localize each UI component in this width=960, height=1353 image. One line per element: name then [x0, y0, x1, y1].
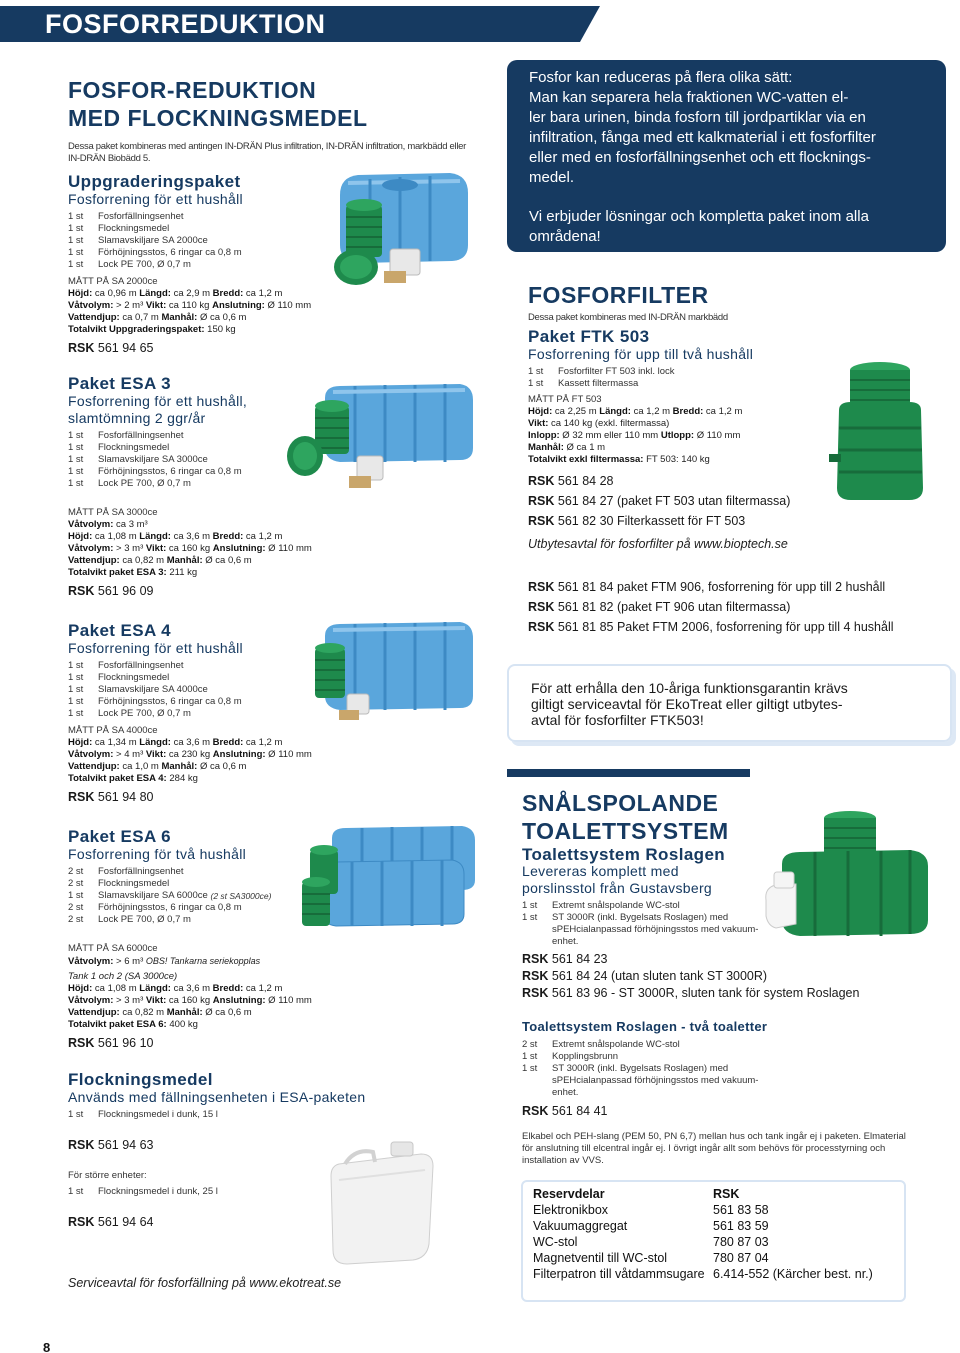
spec-value: ca 1,2 m: [243, 737, 283, 748]
spec-label: Anslutning:: [212, 749, 266, 760]
toilet-rsk-list: [522, 951, 859, 1002]
spec-value: ca 2,9 m: [170, 288, 213, 299]
list-item: 1 st Kassett filtermassa: [528, 378, 639, 389]
spec-value: 211 kg: [166, 567, 198, 578]
rsk-line: RSK 561 84 28: [528, 474, 614, 488]
spec-value: Ø 110 mm: [265, 543, 312, 554]
flock-item-2: 1 st Flockningsmedel i dunk, 25 l: [68, 1186, 218, 1197]
flock-title: Flockningsmedel: [68, 1070, 213, 1089]
spec-label: Totalvikt Uppgraderingspaket:: [68, 324, 205, 335]
spec-value: > 3 m³: [113, 995, 146, 1006]
spec-value: ca 1,2 m: [243, 288, 283, 299]
spec-value: ca 3 m³: [113, 519, 148, 530]
upgrade-tank-image: [330, 165, 475, 290]
toilet-title-line1: SNÅLSPOLANDE: [522, 790, 719, 816]
spec-line: [528, 430, 742, 442]
spec-line: [68, 312, 311, 324]
table-row: WC-stol 780 87 03: [533, 1235, 769, 1249]
spec-value: ca 0,82 m: [119, 555, 167, 566]
list-item: 1 st Flockningsmedel: [68, 223, 170, 234]
spec-label: Totalvikt paket ESA 6:: [68, 1019, 167, 1030]
spec-line: [528, 442, 742, 454]
spec-value: Ø ca 0,6 m: [197, 312, 247, 323]
filter-rsk-list: [528, 471, 790, 531]
filter-service: Utbytesavtal för fosforfilter på www.bioptech.se: [528, 537, 788, 551]
spec-value: ca 0,96 m: [92, 288, 140, 299]
list-item: 1 st Fosforfilter FT 503 inkl. lock: [528, 366, 675, 377]
spec-line: [68, 567, 312, 579]
spec-value: ca 3,6 m: [170, 737, 213, 748]
spec-line: [528, 406, 742, 418]
spec-label: Bredd:: [672, 406, 704, 417]
list-item: 1 st Förhöjningsstos, 6 ringar ca 0,8 m: [68, 466, 242, 477]
spec-label: Vikt:: [145, 543, 167, 554]
spec-label: Höjd:: [68, 531, 93, 542]
esa4-dims-title: MÅTT PÅ SA 4000ce: [68, 725, 158, 736]
rsk-line: RSK 561 84 27 (paket FT 503 utan filtermassa): [528, 494, 791, 508]
main-intro: Dessa paket kombineras med antingen IN-DRÄN Plus infiltration, IN-DRÄN infiltration, markbädd eller IN-DRÄN Biobädd 5.: [68, 141, 466, 164]
filter-specs: [528, 406, 742, 466]
esa4-tank-image: [295, 618, 475, 728]
spec-line: [68, 555, 312, 567]
spec-label: Längd:: [599, 406, 631, 417]
esa6-subtitle: Fosforrening för två hushåll: [68, 846, 247, 862]
esa3-subtitle-1: Fosforrening för ett hushåll,: [68, 393, 248, 409]
spec-line: [68, 519, 312, 531]
spec-line: [68, 543, 312, 555]
esa3-items: [68, 430, 242, 490]
flock-subtitle: Används med fällningsenheten i ESA-paketen: [68, 1089, 366, 1105]
spec-label: Längd:: [139, 531, 171, 542]
spec-value: ca 1,2 m: [243, 531, 283, 542]
spec-label: Vikt:: [145, 995, 167, 1006]
flock-service: Serviceavtal för fosforfällning på www.ekotreat.se: [68, 1276, 342, 1290]
list-item: 2 st Extremt snålspolande WC-stol: [522, 1039, 680, 1050]
esa3-tank-image: [285, 378, 475, 498]
esa4-subtitle: Fosforrening för ett hushåll: [68, 640, 243, 656]
list-item: 1 st ST 3000R (inkl. Bygelsats Roslagen) med sPEHcialanpassad förhöjningsstos med vakuum-enhet.: [522, 912, 759, 947]
spec-label: Manhål:: [161, 761, 198, 772]
esa6-items: [68, 866, 271, 926]
info-line: infiltration, fånga med ett kalkmaterial i ett fosforfilter: [529, 129, 876, 146]
spec-value: ca 3,6 m: [170, 983, 213, 994]
list-item: 1 st Slamavskiljare SA 4000ce: [68, 684, 208, 695]
spec-label: Manhål:: [166, 1007, 203, 1018]
info-line: eller med en fosforfällningsenhet och ett flocknings-: [529, 149, 871, 166]
guarantee-text: För att erhålla den 10-åriga funktionsgarantin krävs giltigt serviceavtal för EkoTreat eller giltigt utbytes- avtal för fosforfilter FTK503!: [531, 680, 848, 728]
list-item: 1 st Lock PE 700, Ø 0,7 m: [68, 478, 191, 489]
spec-value: Ø ca 0,6 m: [197, 761, 247, 772]
spec-value: Ø ca 0,6 m: [202, 555, 252, 566]
list-item: 1 st Flockningsmedel: [68, 672, 170, 683]
spec-value: Ø ca 0,6 m: [202, 1007, 252, 1018]
spec-line: [528, 454, 742, 466]
list-item: 1 st Förhöjningsstos, 6 ringar ca 0,8 m: [68, 696, 242, 707]
spec-value: ca 0,82 m: [119, 1007, 167, 1018]
esa6-volume: Våtvolym: > 6 m³ OBS! Tankarna seriekopplas: [68, 956, 261, 967]
table-row: Filterpatron till våtdammsugare 6.414-552 (Kärcher best. nr.): [533, 1267, 873, 1281]
spec-value: ca 2,25 m: [552, 406, 600, 417]
spares-table: [533, 1186, 903, 1282]
spec-label: Längd:: [139, 983, 171, 994]
spec-value: Ø ca 1 m: [563, 442, 606, 453]
info-offer-1: Vi erbjuder lösningar och kompletta paket inom alla: [529, 208, 869, 225]
spec-value: ca 1,34 m: [92, 737, 140, 748]
toilet-title-line2: TOALETTSYSTEM: [522, 818, 729, 844]
spec-label: Manhål:: [166, 555, 203, 566]
spec-label: Våtvolym:: [68, 300, 114, 311]
spec-value: ca 1,08 m: [92, 983, 140, 994]
filter-tank-image: [825, 358, 935, 508]
info-box: [507, 60, 946, 252]
toilet-pkg-title: Toalettsystem Roslagen: [522, 845, 726, 864]
toilet-tank-image: [760, 800, 940, 950]
filter-pkg-subtitle: Fosforrening för upp till två hushåll: [528, 346, 754, 362]
list-item: 2 st Flockningsmedel: [68, 878, 170, 889]
spec-line: [68, 761, 312, 773]
rsk-line: RSK 561 84 24 (utan sluten tank ST 3000R): [522, 969, 768, 983]
spec-line: [68, 983, 312, 995]
spec-value: ca 1,08 m: [92, 531, 140, 542]
spec-line: [68, 737, 312, 749]
esa6-tank-image: [292, 822, 477, 937]
spec-label: Höjd:: [528, 406, 553, 417]
toilet-two-items: [522, 1039, 772, 1099]
spec-value: ca 1,2 m: [703, 406, 743, 417]
upgrade-dims-title: MÅTT PÅ SA 2000ce: [68, 276, 158, 287]
esa3-rsk: RSK 561 96 09: [68, 584, 154, 598]
spec-value: 400 kg: [166, 1019, 198, 1030]
rsk-line: RSK 561 82 30 Filterkassett för FT 503: [528, 514, 746, 528]
spares-header: Reservdelar RSK: [533, 1187, 740, 1201]
info-line: medel.: [529, 169, 575, 186]
spec-value: ca 110 kg: [166, 300, 213, 311]
rsk-line: RSK 561 83 96 - ST 3000R, sluten tank för system Roslagen: [522, 986, 860, 1000]
toilet-two-title: Toalettsystem Roslagen - två toaletter: [522, 1019, 768, 1034]
spec-value: ca 0,7 m: [119, 312, 162, 323]
list-item: 1 st Förhöjningsstos, 6 ringar ca 0,8 m: [68, 247, 242, 258]
spec-label: Våtvolym:: [68, 995, 114, 1006]
rsk-line: RSK 561 81 85 Paket FTM 2006, fosforrening för upp till 4 hushåll: [528, 620, 894, 634]
spec-label: Anslutning:: [212, 995, 266, 1006]
spec-value: Ø 110 mm: [265, 749, 312, 760]
spec-value: 150 kg: [204, 324, 236, 335]
spec-value: Ø 110 mm: [694, 430, 741, 441]
list-item: 2 st Lock PE 700, Ø 0,7 m: [68, 914, 191, 925]
spec-label: Vikt:: [145, 749, 167, 760]
spec-label: Bredd:: [212, 983, 244, 994]
spec-value: ca 230 kg: [166, 749, 213, 760]
spec-label: Bredd:: [212, 288, 244, 299]
upgrade-subtitle: Fosforrening för ett hushåll: [68, 191, 243, 207]
flock-item-1: 1 st Flockningsmedel i dunk, 15 l: [68, 1109, 218, 1120]
esa4-specs: [68, 737, 312, 785]
list-item: 1 st Extremt snålspolande WC-stol: [522, 900, 680, 911]
esa4-items: [68, 660, 242, 720]
esa6-tank-note: Tank 1 och 2 (SA 3000ce): [68, 971, 178, 982]
spec-line: [68, 995, 312, 1007]
esa6-rsk: RSK 561 96 10: [68, 1036, 154, 1050]
spec-line: [68, 1019, 312, 1031]
toilet-pkg-sub-2: porslinsstol från Gustavsberg: [522, 880, 713, 896]
spec-label: Manhål:: [528, 442, 564, 453]
spec-value: ca 1,0 m: [119, 761, 162, 772]
info-line: ler bara urinen, binda fosforn till jordpartiklar via en: [529, 109, 866, 126]
spec-line: [68, 300, 311, 312]
rsk-line: RSK 561 81 82 (paket FT 906 utan filtermassa): [528, 600, 791, 614]
spec-value: Ø 110 mm: [264, 300, 312, 311]
flock-larger-label: För större enheter:: [68, 1170, 147, 1181]
spec-value: ca 140 kg (exkl. filtermassa): [548, 418, 670, 429]
spec-label: Manhål:: [161, 312, 198, 323]
spec-label: Längd:: [139, 737, 171, 748]
list-item: 1 st Slamavskiljare SA 6000ce (2 st SA3000ce): [68, 890, 272, 901]
spec-label: Vattendjup:: [68, 312, 120, 323]
table-row: Magnetventil till WC-stol 780 87 04: [533, 1251, 769, 1265]
spec-label: Anslutning:: [212, 300, 265, 311]
spec-label: Vattendjup:: [68, 555, 120, 566]
main-title-line1: FOSFOR-REDUKTION: [68, 77, 317, 103]
toilet-two-rsk: RSK 561 84 41: [522, 1104, 608, 1118]
table-row: Vakuumaggregat 561 83 59: [533, 1219, 769, 1233]
main-title-line2: MED FLOCKNINGSMEDEL: [68, 105, 368, 131]
spec-value: ca 1,2 m: [243, 983, 283, 994]
spec-label: Våtvolym:: [68, 519, 114, 530]
table-row: Elektronikbox 561 83 58: [533, 1203, 769, 1217]
spec-label: Höjd:: [68, 737, 93, 748]
list-item: 1 st Slamavskiljare SA 2000ce: [68, 235, 208, 246]
info-line: Man kan separera hela fraktionen WC-vatten el-: [529, 89, 849, 106]
filter-pkg-title: Paket FTK 503: [528, 327, 650, 346]
section-divider: [507, 769, 750, 777]
list-item: 1 st Slamavskiljare SA 3000ce: [68, 454, 208, 465]
page-number: 8: [43, 1340, 51, 1353]
esa3-specs: [68, 519, 312, 579]
spec-label: Höjd:: [68, 288, 93, 299]
spec-label: Vattendjup:: [68, 761, 120, 772]
list-item: 1 st Lock PE 700, Ø 0,7 m: [68, 259, 191, 270]
spec-value: ca 160 kg: [166, 543, 213, 554]
spec-label: Bredd:: [212, 737, 244, 748]
upgrade-rsk: RSK 561 94 65: [68, 341, 154, 355]
spec-line: [68, 773, 312, 785]
upgrade-specs: [68, 288, 311, 336]
toilet-pkg-sub-1: Levereras komplett med: [522, 863, 679, 879]
spec-value: ca 160 kg: [166, 995, 213, 1006]
spec-label: Totalvikt exkl filtermassa:: [528, 454, 644, 465]
esa6-dims-title: MÅTT PÅ SA 6000ce: [68, 943, 158, 954]
filter-dims-title: MÅTT PÅ FT 503: [528, 394, 602, 405]
filter-items: [528, 366, 675, 390]
esa6-title: Paket ESA 6: [68, 827, 171, 846]
esa4-rsk: RSK 561 94 80: [68, 790, 154, 804]
spec-value: > 2 m³: [113, 300, 146, 311]
list-item: 1 st Lock PE 700, Ø 0,7 m: [68, 708, 191, 719]
spec-line: [68, 749, 312, 761]
rsk-line: RSK 561 81 84 paket FTM 906, fosforrening för upp till 2 hushåll: [528, 580, 886, 594]
spec-label: Utlopp:: [660, 430, 695, 441]
spec-label: Inlopp:: [528, 430, 560, 441]
spec-label: Vikt:: [145, 300, 167, 311]
list-item: 1 st Fosforfällningsenhet: [68, 660, 184, 671]
spec-label: Totalvikt paket ESA 4:: [68, 773, 167, 784]
list-item: 1 st Fosforfällningsenhet: [68, 211, 184, 222]
spec-label: Totalvikt paket ESA 3:: [68, 567, 167, 578]
spec-value: FT 503: 140 kg: [643, 454, 710, 465]
spec-line: [528, 418, 742, 430]
header-title: FOSFORREDUKTION: [45, 9, 326, 39]
list-item: 1 st Flockningsmedel: [68, 442, 170, 453]
spec-label: Höjd:: [68, 983, 93, 994]
spec-value: > 3 m³: [113, 543, 146, 554]
toilet-items: [522, 900, 772, 948]
list-item: 2 st Fosforfällningsenhet: [68, 866, 184, 877]
list-item: 1 st Kopplingsbrunn: [522, 1051, 619, 1062]
canister-image: [325, 1140, 440, 1265]
esa3-title: Paket ESA 3: [68, 374, 171, 393]
upgrade-items: [68, 211, 242, 271]
flock-rsk-1: RSK 561 94 63: [68, 1138, 154, 1152]
upgrade-title: Uppgraderingspaket: [68, 172, 241, 191]
list-item: 1 st Fosforfällningsenhet: [68, 430, 184, 441]
spec-label: Vattendjup:: [68, 1007, 120, 1018]
esa3-subtitle-2: slamtömning 2 ggr/år: [68, 410, 206, 426]
spec-value: > 4 m³: [113, 749, 146, 760]
flock-rsk-2: RSK 561 94 64: [68, 1215, 154, 1229]
info-line: Fosfor kan reduceras på flera olika sätt:: [529, 69, 793, 86]
spec-value: ca 1,2 m: [630, 406, 673, 417]
spec-value: ca 3,6 m: [170, 531, 213, 542]
list-item: 1 st ST 3000R (inkl. Bygelsats Roslagen) med sPEHcialanpassad förhöjningsstos med vakuum-enhet.: [522, 1063, 759, 1098]
spec-label: Längd:: [139, 288, 171, 299]
spec-label: Våtvolym:: [68, 543, 114, 554]
filter-intro: Dessa paket kombineras med IN-DRÄN markbädd: [528, 312, 728, 323]
list-item: 2 st Förhöjningsstos, 6 ringar ca 0,8 m: [68, 902, 242, 913]
spec-line: [68, 1007, 312, 1019]
spec-line: [68, 531, 312, 543]
filter-rsk-more: [528, 577, 894, 637]
filter-title: FOSFORFILTER: [528, 282, 709, 308]
spec-label: Anslutning:: [212, 543, 266, 554]
info-offer-2: områdena!: [529, 228, 601, 245]
spec-label: Våtvolym:: [68, 749, 114, 760]
esa3-dims-title: MÅTT PÅ SA 3000ce: [68, 507, 158, 518]
esa4-title: Paket ESA 4: [68, 621, 171, 640]
spec-value: 284 kg: [166, 773, 198, 784]
spec-line: [68, 324, 311, 336]
rsk-line: RSK 561 84 23: [522, 952, 608, 966]
spec-label: Vikt:: [528, 418, 549, 429]
esa6-specs: [68, 983, 312, 1031]
spec-value: Ø 32 mm eller 110 mm: [559, 430, 661, 441]
spec-label: Bredd:: [212, 531, 244, 542]
toilet-note: Elkabel och PEH-slang (PEM 50, PN 6,7) mellan hus och tank ingår ej i paketen. Elmaterial för anslutning till elcentral ingår ej. I övrigt ingår allt som behövs för processtyrning och installation av VVS.: [522, 1131, 906, 1166]
spec-line: [68, 288, 311, 300]
spec-value: Ø 110 mm: [265, 995, 312, 1006]
